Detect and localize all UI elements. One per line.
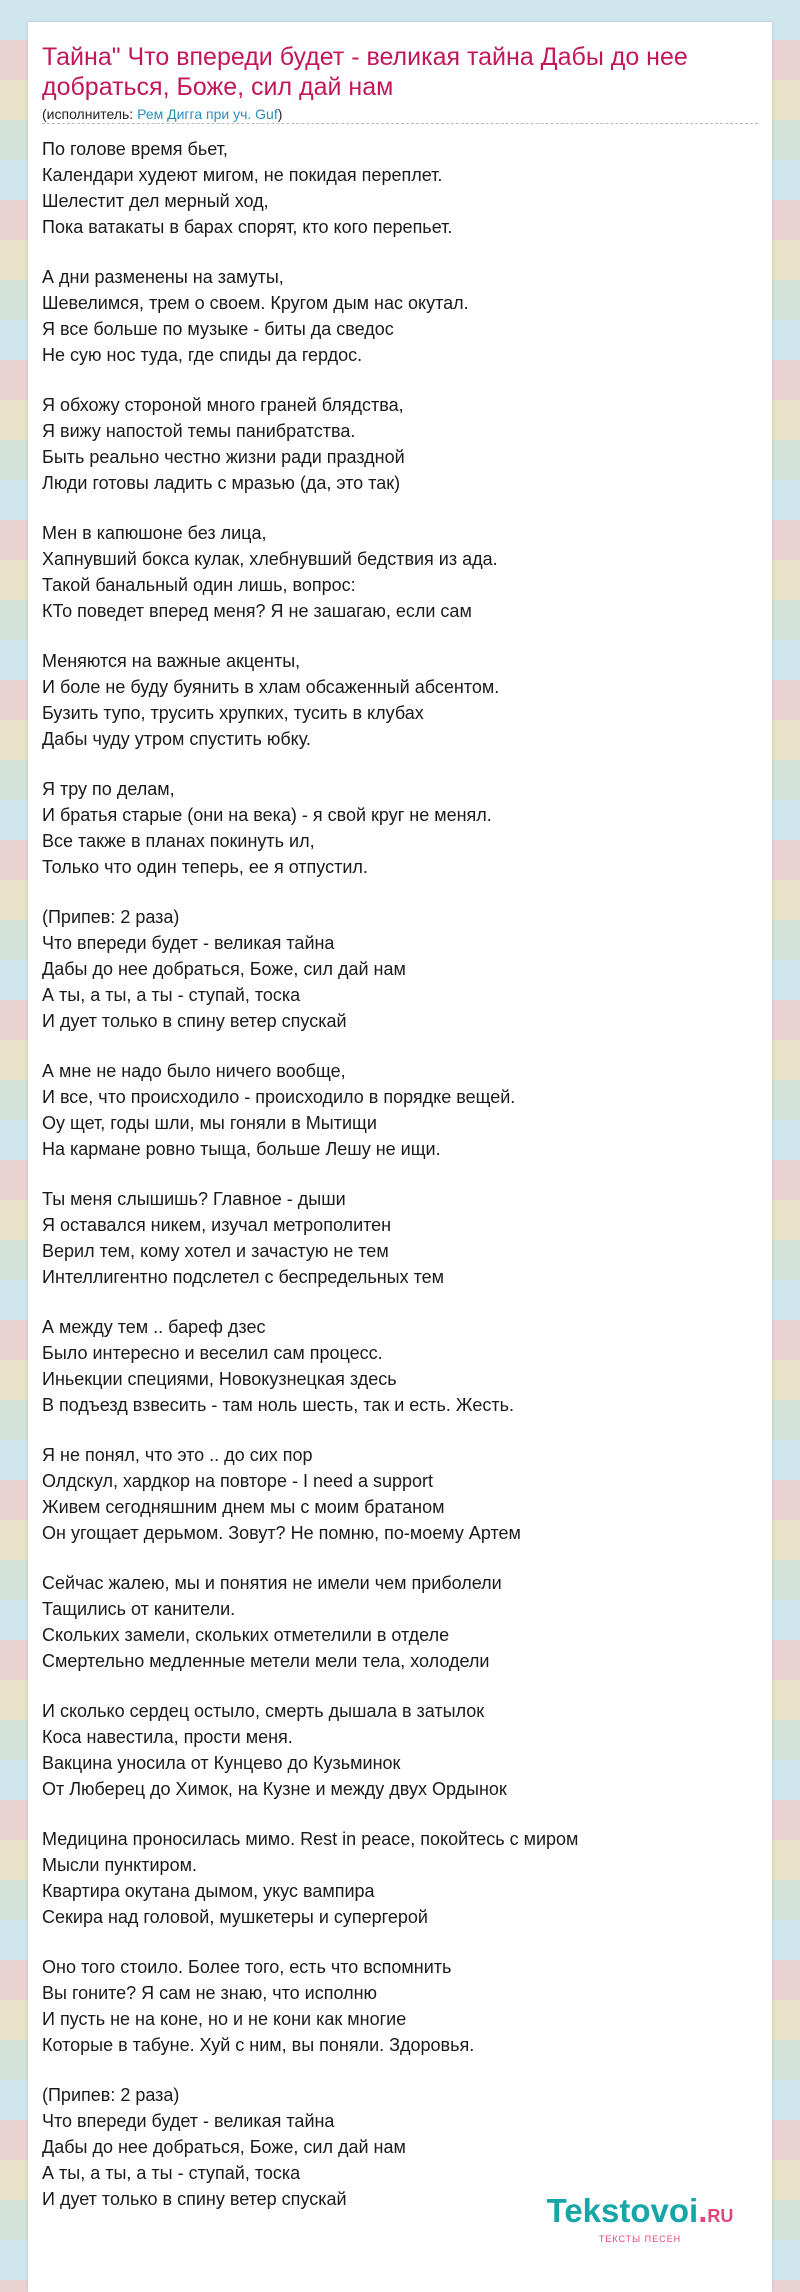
- lyrics-stanza: [42, 1954, 758, 2058]
- lyrics-line: А ты, а ты, а ты - ступай, тоска: [42, 2163, 301, 2183]
- lyrics-line: Шелестит дел мерный ход,: [42, 191, 269, 211]
- lyrics-line: Быть реально честно жизни ради праздной: [42, 447, 405, 467]
- lyrics-line: Смертельно медленные метели мели тела, холодели: [42, 1651, 490, 1671]
- lyrics-line: Я тру по делам,: [42, 779, 175, 799]
- lyrics-line: Живем сегодняшним днем мы с моим братаном: [42, 1497, 445, 1517]
- lyrics-line: Он угощает дерьмом. Зовут? Не помню, по-моему Артем: [42, 1523, 521, 1543]
- lyrics-line: Верил тем, кому хотел и зачастую не тем: [42, 1241, 389, 1261]
- lyrics-stanza: [42, 1186, 758, 1290]
- lyrics-line: По голове время бьет,: [42, 139, 228, 159]
- lyrics-line: Коса навестила, прости меня.: [42, 1727, 293, 1747]
- lyrics-line: (Припев: 2 раза): [42, 2085, 180, 2105]
- lyrics-line: Что впереди будет - великая тайна: [42, 2111, 335, 2131]
- lyrics-line: Секира над головой, мушкетеры и супергерой: [42, 1907, 428, 1927]
- lyrics-line: Меняются на важные акценты,: [42, 651, 301, 671]
- lyrics-line: Не сую нос туда, где спиды да гердос.: [42, 345, 363, 365]
- lyrics-line: Я вижу напостой темы панибратства.: [42, 421, 356, 441]
- lyrics-line: Которые в табуне. Хуй с ним, вы поняли. Здоровья.: [42, 2035, 475, 2055]
- logo-tagline: ТЕКСТЫ ПЕСЕН: [598, 2234, 682, 2244]
- lyrics-line: А дни разменены на замуты,: [42, 267, 284, 287]
- lyrics-line: Было интересно и веселил сам процесс.: [42, 1343, 383, 1363]
- lyrics-line: И пусть не на коне, но и не кони как многие: [42, 2009, 407, 2029]
- artist-credit: [42, 106, 282, 122]
- lyrics-stanza: [42, 1698, 758, 1802]
- lyrics-line: Мен в капюшоне без лица,: [42, 523, 267, 543]
- lyrics-line: От Люберец до Химок, на Кузне и между двух Ордынок: [42, 1779, 507, 1799]
- lyrics-line: Шевелимся, трем о своем. Кругом дым нас окутал.: [42, 293, 469, 313]
- lyrics-line: А между тем .. бареф дзес: [42, 1317, 266, 1337]
- lyrics-stanza: [42, 1314, 758, 1418]
- lyrics-line: Медицина проносилась мимо. Rest in peace, покойтесь с миром: [42, 1829, 579, 1849]
- lyrics-line: И все, что происходило - происходило в порядке вещей.: [42, 1087, 516, 1107]
- lyrics-line: Что впереди будет - великая тайна: [42, 933, 335, 953]
- lyrics-line: Интеллигентно подслетел с беспредельных тем: [42, 1267, 445, 1287]
- logo-dot: .: [698, 2192, 708, 2229]
- lyrics-line: И дует только в спину ветер спускай: [42, 1011, 347, 1031]
- lyrics-line: А мне не надо было ничего вообще,: [42, 1061, 346, 1081]
- lyrics-line: Скольких замели, скольких отметелили в отделе: [42, 1625, 450, 1645]
- lyrics-line: Я все больше по музыке - биты да сведос: [42, 319, 394, 339]
- lyrics-line: И боле не буду буянить в хлам обсаженный абсентом.: [42, 677, 500, 697]
- lyrics-page: [28, 22, 772, 2292]
- lyrics-line: Хапнувший бокса кулак, хлебнувший бедствия из ада.: [42, 549, 498, 569]
- lyrics-line: Тащились от канители.: [42, 1599, 236, 1619]
- lyrics-line: Оу щет, годы шли, мы гоняли в Мытищи: [42, 1113, 377, 1133]
- lyrics-line: Дабы до нее добраться, Боже, сил дай нам: [42, 959, 406, 979]
- logo-tld: RU: [707, 2206, 734, 2226]
- artist-prefix: (исполнитель:: [42, 106, 138, 122]
- lyrics-line: Сейчас жалею, мы и понятия не имели чем приболели: [42, 1573, 502, 1593]
- lyrics-line: На кармане ровно тыща, больше Лешу не ищи.: [42, 1139, 441, 1159]
- lyrics-stanza: [42, 520, 758, 624]
- lyrics-line: И сколько сердец остыло, смерть дышала в затылок: [42, 1701, 485, 1721]
- lyrics-line: Такой банальный один лишь, вопрос:: [42, 575, 356, 595]
- lyrics-stanza: [42, 1442, 758, 1546]
- site-logo[interactable]: [540, 2193, 740, 2244]
- lyrics-line: Пока ватакаты в барах спорят, кто кого перепьет.: [42, 217, 453, 237]
- lyrics-line: А ты, а ты, а ты - ступай, тоска: [42, 985, 301, 1005]
- lyrics-stanza: [42, 1826, 758, 1930]
- lyrics-line: (Припев: 2 раза): [42, 907, 180, 927]
- lyrics-line: Бузить тупо, трусить хрупких, тусить в клубах: [42, 703, 424, 723]
- lyrics-line: Иньекции специями, Новокузнецкая здесь: [42, 1369, 397, 1389]
- lyrics-line: Дабы чуду утром спустить юбку.: [42, 729, 311, 749]
- lyrics-stanza: [42, 1570, 758, 1674]
- lyrics-line: Вы гоните? Я сам не знаю, что исполню: [42, 1983, 378, 2003]
- song-title: Тайна" Что впереди будет - великая тайна Дабы до нее добраться, Боже, сил дай нам: [42, 43, 688, 101]
- lyrics-line: Я оставался никем, изучал метрополитен: [42, 1215, 392, 1235]
- lyrics-line: Ты меня слышишь? Главное - дыши: [42, 1189, 346, 1209]
- lyrics-line: Вакцина уносила от Кунцево до Кузьминок: [42, 1753, 401, 1773]
- lyrics-line: Мысли пунктиром.: [42, 1855, 197, 1875]
- lyrics-line: Дабы до нее добраться, Боже, сил дай нам: [42, 2137, 406, 2157]
- title-divider: [42, 123, 758, 124]
- lyrics-line: Я не понял, что это .. до сих пор: [42, 1445, 313, 1465]
- lyrics-line: Люди готовы ладить с мразью (да, это так): [42, 473, 401, 493]
- lyrics-line: Я обхожу стороной много граней блядства,: [42, 395, 404, 415]
- logo-wordmark: [540, 2193, 740, 2234]
- artist-suffix: ): [277, 106, 283, 122]
- lyrics-line: Календари худеют мигом, не покидая переплет.: [42, 165, 443, 185]
- lyrics-stanza: [42, 136, 758, 240]
- lyrics-stanza: [42, 904, 758, 1034]
- lyrics-stanza: [42, 392, 758, 496]
- lyrics-stanza: [42, 1058, 758, 1162]
- lyrics-line: И дует только в спину ветер спускай: [42, 2189, 347, 2209]
- logo-text: Tekstovoi: [546, 2192, 699, 2229]
- lyrics-line: В подъезд взвесить - там ноль шесть, так и есть. Жесть.: [42, 1395, 514, 1415]
- lyrics-line: Все также в планах покинуть ил,: [42, 831, 315, 851]
- lyrics-stanza: [42, 264, 758, 368]
- lyrics-line: Оно того стоило. Более того, есть что вспомнить: [42, 1957, 452, 1977]
- lyrics-stanza: [42, 648, 758, 752]
- lyrics-line: КТо поведет вперед меня? Я не зашагаю, если сам: [42, 601, 472, 621]
- lyrics-body: [42, 136, 758, 2236]
- lyrics-line: Олдскул, хардкор на повторе - I need a support: [42, 1471, 434, 1491]
- lyrics-line: И братья старые (они на века) - я свой круг не менял.: [42, 805, 492, 825]
- lyrics-line: Только что один теперь, ее я отпустил.: [42, 857, 368, 877]
- lyrics-line: Квартира окутана дымом, укус вампира: [42, 1881, 375, 1901]
- artist-link[interactable]: Рем Дигга при уч. Guf: [137, 106, 278, 122]
- lyrics-stanza: [42, 776, 758, 880]
